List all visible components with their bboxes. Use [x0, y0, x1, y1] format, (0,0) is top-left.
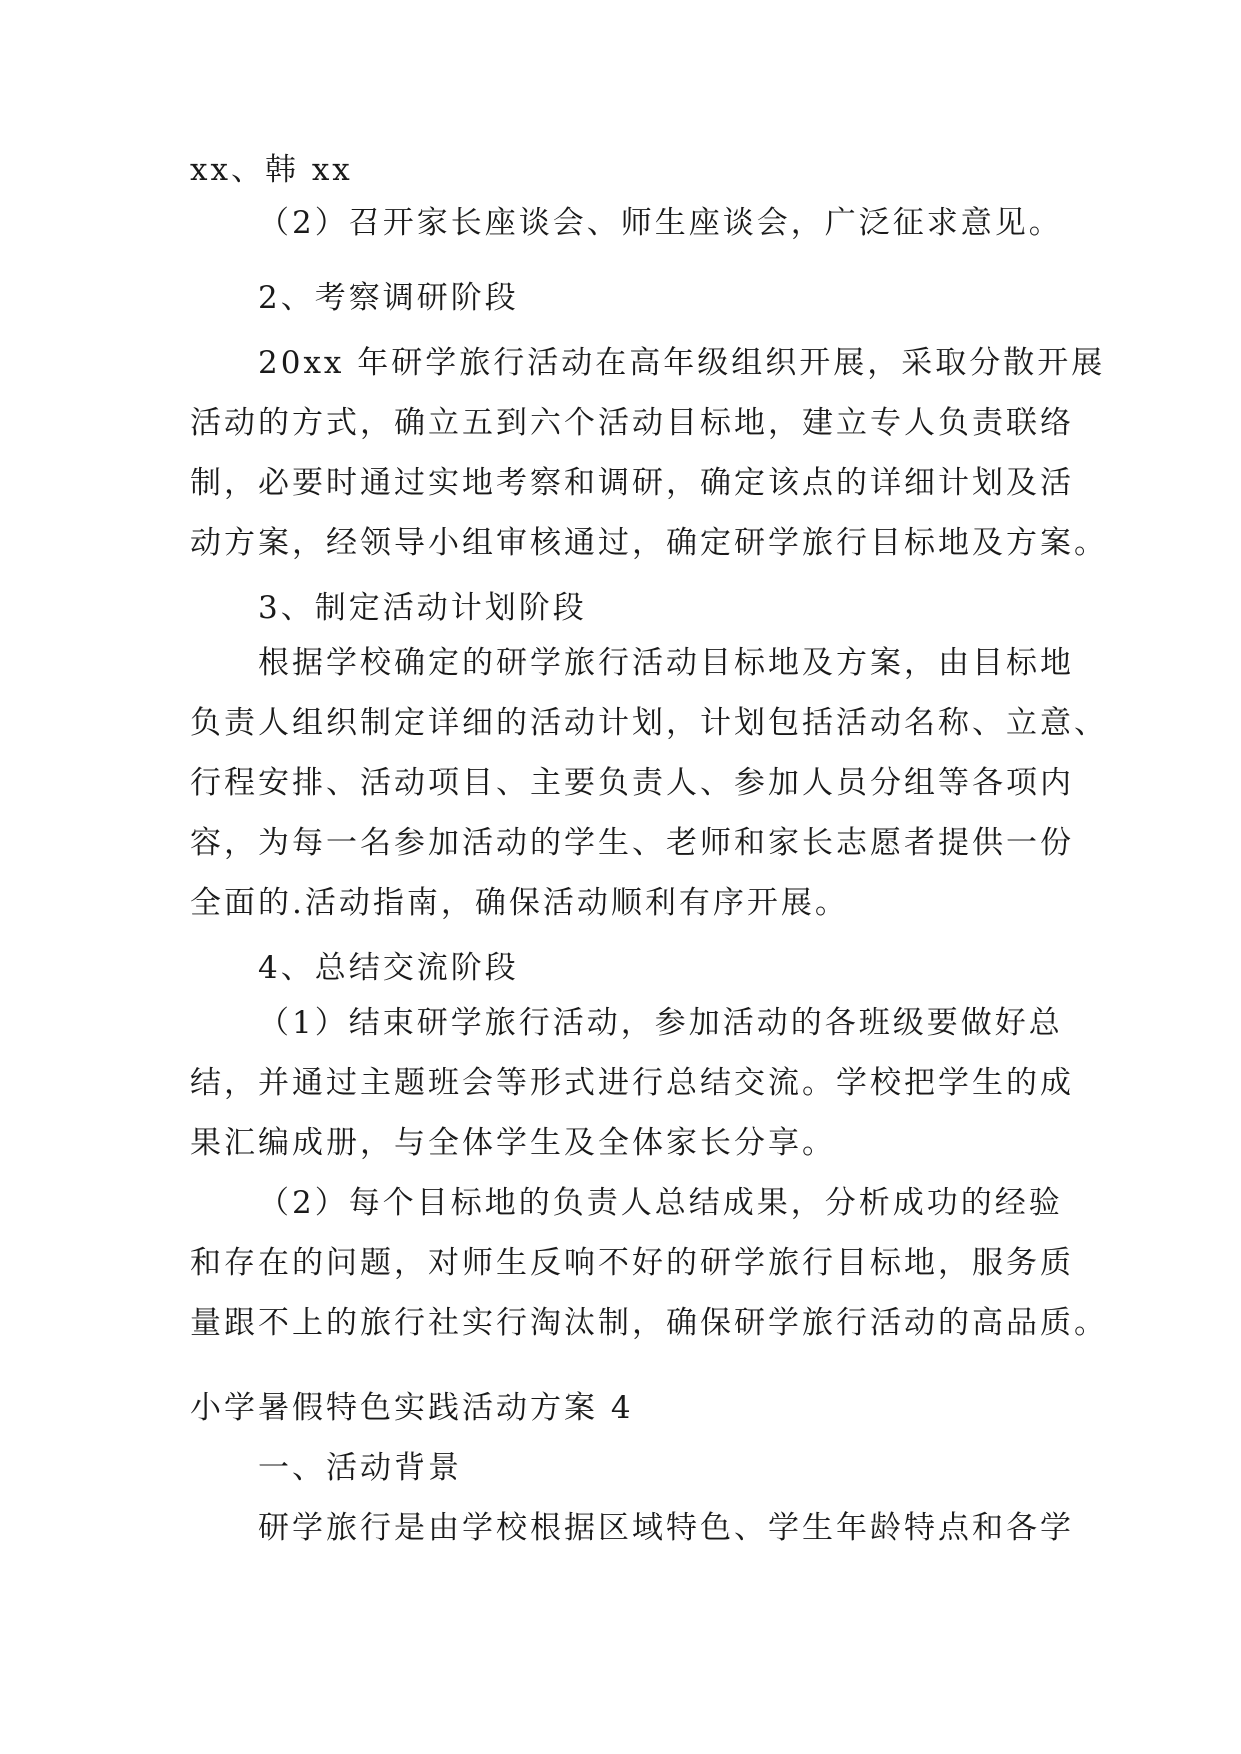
text-line-19: 和存在的问题，对师生反响不好的研学旅行目标地，服务质: [190, 1245, 1074, 1281]
text-line-1: xx、韩 xx: [190, 152, 353, 188]
text-line-13: 全面的.活动指南，确保活动顺利有序开展。: [190, 885, 849, 921]
text-line-7: 动方案，经领导小组审核通过，确定研学旅行目标地及方案。: [190, 525, 1108, 561]
text-line-3: 2、考察调研阶段: [258, 280, 519, 316]
text-line-14: 4、总结交流阶段: [258, 950, 519, 986]
text-line-12: 容，为每一名参加活动的学生、老师和家长志愿者提供一份: [190, 825, 1074, 861]
text-line-10: 负责人组织制定详细的活动计划，计划包括活动名称、立意、: [190, 705, 1108, 741]
text-line-6: 制，必要时通过实地考察和调研，确定该点的详细计划及活: [190, 465, 1074, 501]
text-line-15: （1）结束研学旅行活动，参加活动的各班级要做好总: [258, 1005, 1063, 1041]
text-line-4: 20xx 年研学旅行活动在高年级组织开展，采取分散开展: [258, 345, 1106, 381]
text-line-9: 根据学校确定的研学旅行活动目标地及方案，由目标地: [258, 645, 1074, 681]
text-line-16: 结，并通过主题班会等形式进行总结交流。学校把学生的成: [190, 1065, 1074, 1101]
text-line-20: 量跟不上的旅行社实行淘汰制，确保研学旅行活动的高品质。: [190, 1305, 1108, 1341]
text-line-2: （2）召开家长座谈会、师生座谈会，广泛征求意见。: [258, 205, 1063, 241]
text-line-5: 活动的方式，确立五到六个活动目标地，建立专人负责联络: [190, 405, 1074, 441]
text-line-17: 果汇编成册，与全体学生及全体家长分享。: [190, 1125, 836, 1161]
text-line-18: （2）每个目标地的负责人总结成果，分析成功的经验: [258, 1185, 1063, 1221]
text-line-22: 一、活动背景: [258, 1450, 462, 1486]
section-heading: 小学暑假特色实践活动方案 4: [190, 1390, 634, 1426]
text-line-11: 行程安排、活动项目、主要负责人、参加人员分组等各项内: [190, 765, 1074, 801]
text-line-23: 研学旅行是由学校根据区域特色、学生年龄特点和各学: [258, 1510, 1074, 1546]
text-line-8: 3、制定活动计划阶段: [258, 590, 587, 626]
